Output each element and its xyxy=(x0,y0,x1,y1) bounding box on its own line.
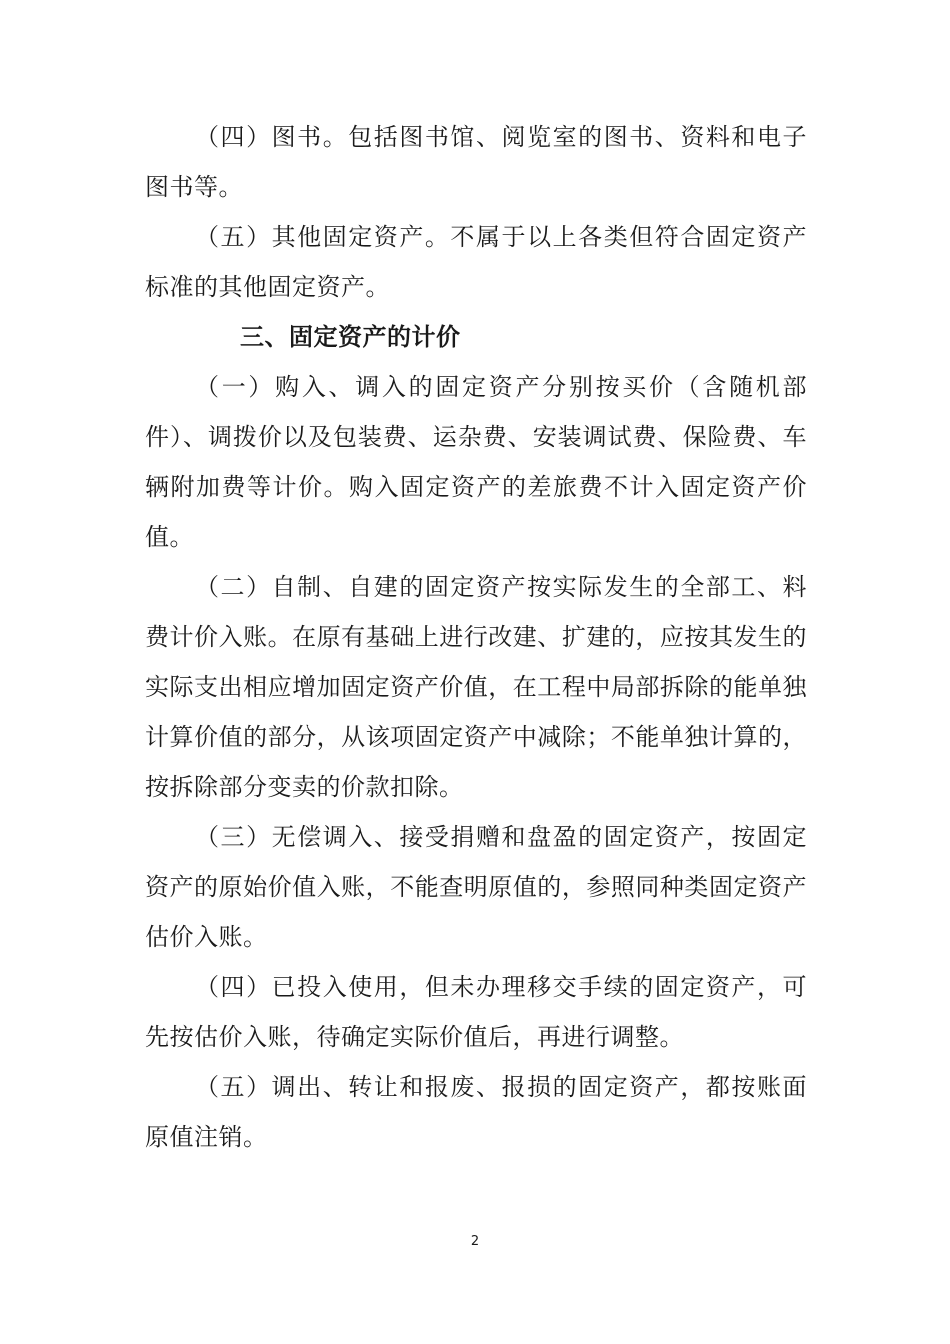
paragraph-in-use: （四）已投入使用，但未办理移交手续的固定资产，可先按估价入账，待确定实际价值后，再进行调整。 xyxy=(145,973,807,1051)
document-body xyxy=(145,112,807,1162)
paragraph-disposal: （五）调出、转让和报废、报损的固定资产，都按账面原值注销。 xyxy=(145,1073,807,1151)
section-heading-valuation: 三、固定资产的计价 xyxy=(240,323,461,351)
paragraph-self-built: （二）自制、自建的固定资产按实际发生的全部工、料费计价入账。在原有基础上进行改建、扩建的，应按其发生的实际支出相应增加固定资产价值，在工程中局部拆除的能单独计算价值的部分，从该项固定资产中减除；不能单独计算的，按拆除部分变卖的价款扣除。 xyxy=(145,573,807,801)
paragraph-donation: （三）无偿调入、接受捐赠和盘盈的固定资产，按固定资产的原始价值入账，不能查明原值的，参照同种类固定资产估价入账。 xyxy=(145,823,807,951)
paragraph-books: （四）图书。包括图书馆、阅览室的图书、资料和电子图书等。 xyxy=(145,123,807,201)
page-number: 2 xyxy=(470,1234,480,1249)
paragraph-other-assets: （五）其他固定资产。不属于以上各类但符合固定资产标准的其他固定资产。 xyxy=(145,223,807,301)
paragraph-purchase: （一）购入、调入的固定资产分别按买价（含随机部件）、调拨价以及包装费、运杂费、安装调试费、保险费、车辆附加费等计价。购入固定资产的差旅费不计入固定资产价值。 xyxy=(145,373,807,551)
